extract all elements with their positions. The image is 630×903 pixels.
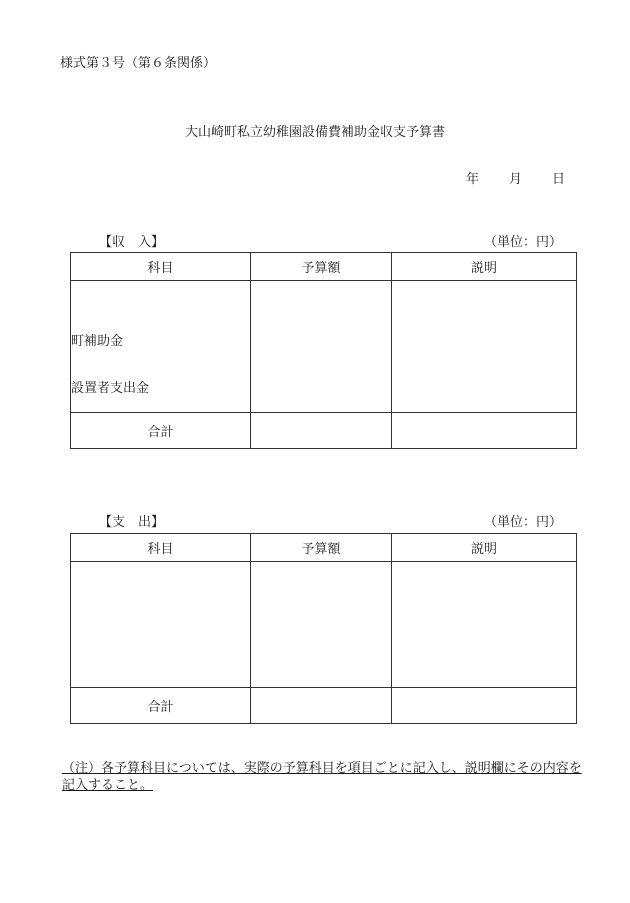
- expense-total-budget-cell[interactable]: [251, 688, 392, 724]
- date-year: 年: [466, 172, 480, 187]
- expense-table: [70, 533, 577, 724]
- income-total-label: 合計: [71, 413, 251, 449]
- footnote-text: （注）各予算科目については、実際の予算科目を項目ごとに記入し、説明欄にその内容を記入すること。: [62, 761, 582, 793]
- expense-total-row: [71, 688, 577, 724]
- footnote: [62, 760, 582, 794]
- expense-total-label: 合計: [71, 688, 251, 724]
- date-day: 日: [552, 172, 566, 187]
- expense-total-description-cell[interactable]: [392, 688, 577, 724]
- expense-header-row: [71, 534, 577, 562]
- income-total-budget-cell[interactable]: [251, 413, 392, 449]
- income-body-row: [71, 281, 577, 413]
- income-description-cell[interactable]: [392, 281, 577, 413]
- income-total-description-cell[interactable]: [392, 413, 577, 449]
- expense-body-row: [71, 562, 577, 688]
- income-subject-cell: [71, 281, 251, 413]
- income-total-row: [71, 413, 577, 449]
- form-number: 様式第３号（第６条関係）: [60, 56, 217, 71]
- income-section-label: 【収 入】: [99, 235, 165, 250]
- expense-header-subject: 科目: [71, 534, 251, 562]
- document-title: 大山崎町私立幼稚園設備費補助金収支予算書: [184, 125, 445, 140]
- income-item: 町補助金: [71, 334, 124, 349]
- income-budget-cell[interactable]: [251, 281, 392, 413]
- income-header-description: 説明: [392, 253, 577, 281]
- date-line: [466, 168, 565, 187]
- income-header-subject: 科目: [71, 253, 251, 281]
- expense-budget-cell[interactable]: [251, 562, 392, 688]
- expense-description-cell[interactable]: [392, 562, 577, 688]
- expense-subject-cell[interactable]: [71, 562, 251, 688]
- income-header-budget: 予算額: [251, 253, 392, 281]
- expense-unit-label: （単位：円）: [484, 515, 563, 530]
- income-unit-label: （単位：円）: [484, 235, 563, 250]
- expense-header-budget: 予算額: [251, 534, 392, 562]
- income-table: [70, 252, 577, 449]
- expense-section-label: 【支 出】: [99, 515, 165, 530]
- date-month: 月: [509, 172, 523, 187]
- income-header-row: [71, 253, 577, 281]
- expense-header-description: 説明: [392, 534, 577, 562]
- income-item: 設置者支出金: [71, 381, 150, 396]
